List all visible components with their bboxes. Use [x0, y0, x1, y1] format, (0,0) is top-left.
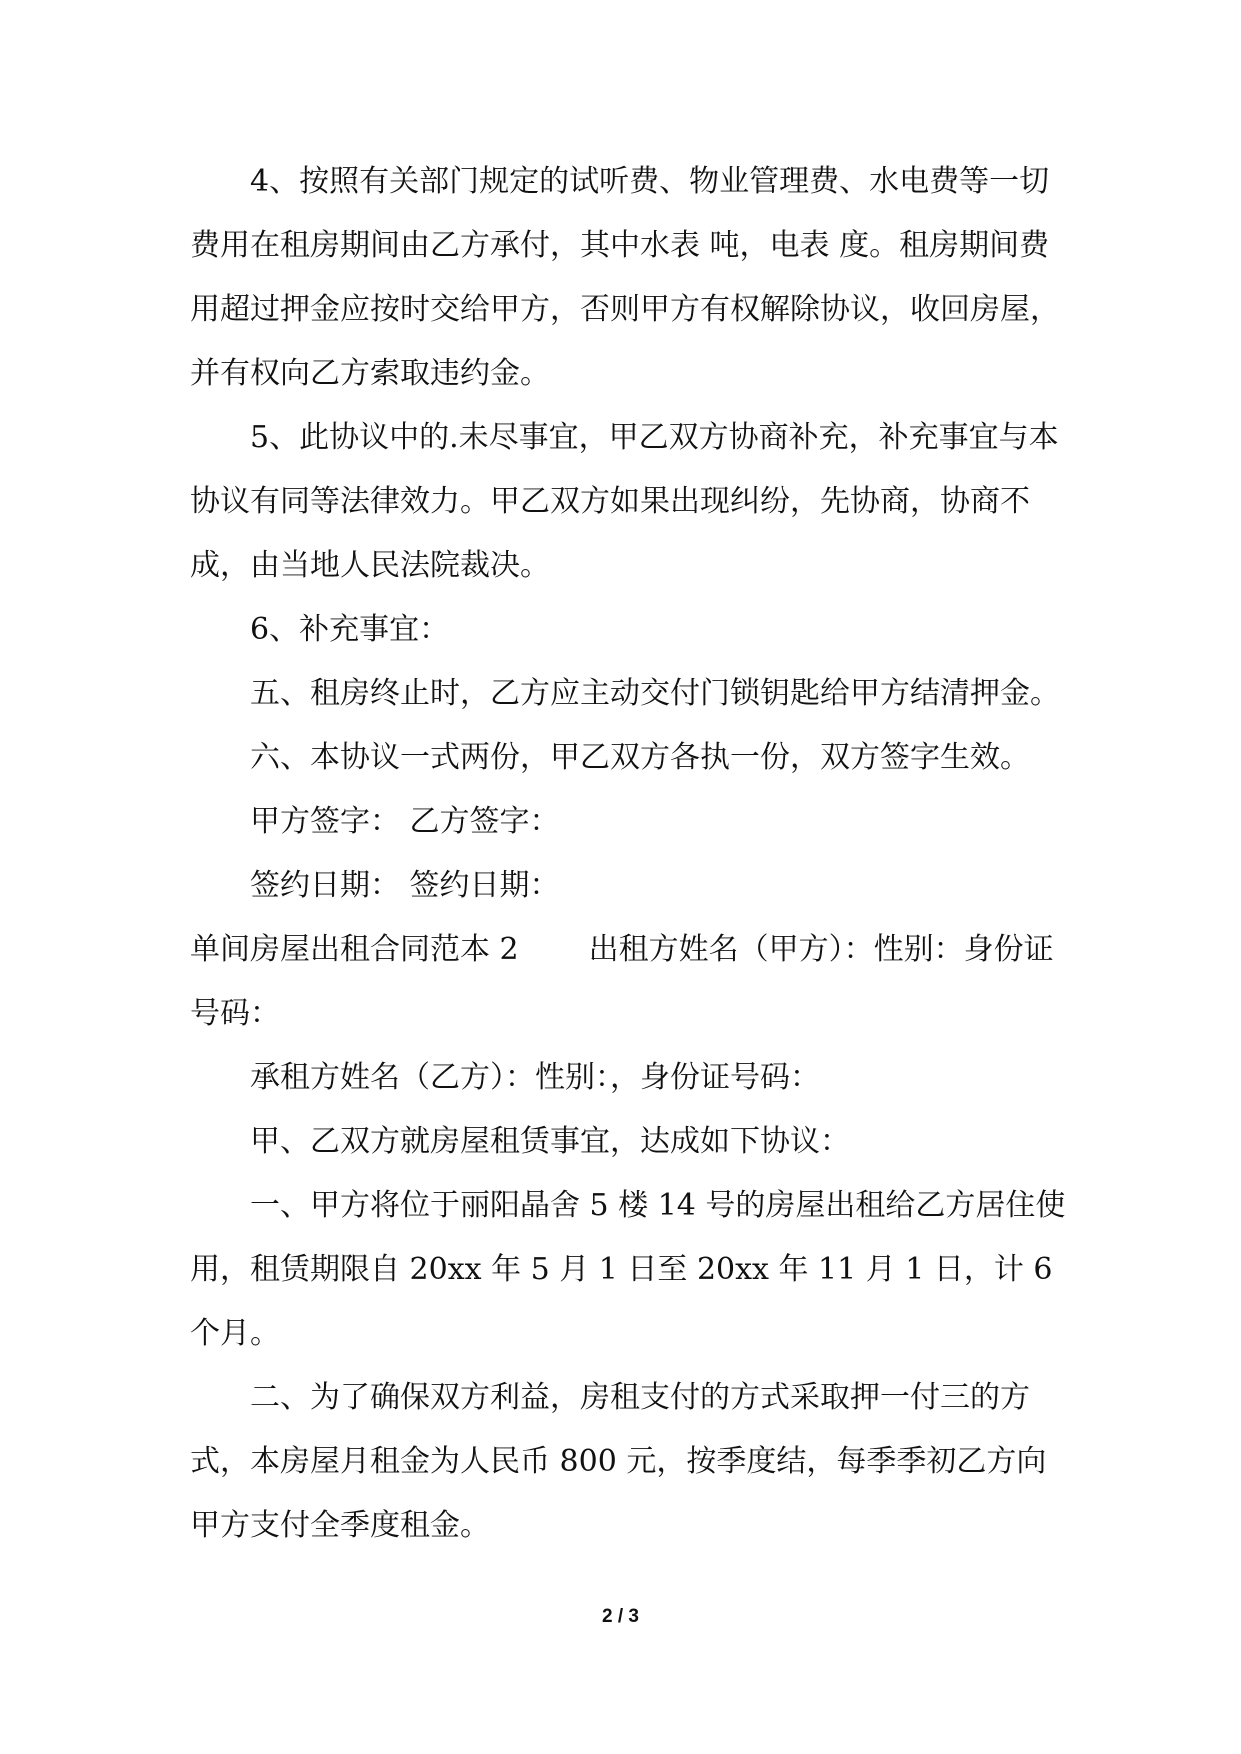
lessor-info: 出租方姓名（甲方）：性别：身份证号码：	[190, 932, 1054, 1031]
paragraph-termination: 五、租房终止时，乙方应主动交付门锁钥匙给甲方结清押金。	[250, 676, 1060, 711]
document-body	[190, 150, 1070, 1558]
paragraph-copies: 六、本协议一式两份，甲乙双方各执一份，双方签字生效。	[250, 740, 1030, 775]
paragraph-disputes: 5、此协议中的.未尽事宜，甲乙双方协商补充，补充事宜与本协议有同等法律效力。甲乙双方如果出现纠纷，先协商，协商不成，由当地人民法院裁决。	[190, 420, 1059, 583]
paragraph-fees: 4、按照有关部门规定的试听费、物业管理费、水电费等一切费用在租房期间由乙方承付，其中水表 吨，电表 度。租房期间费用超过押金应按时交给甲方，否则甲方有权解除协议，收回房屋，并有权向乙方索取违约金。	[190, 164, 1060, 391]
lessee-info: 承租方姓名（乙方）：性别：，身份证号码：	[250, 1060, 820, 1095]
clause-two-rent-payment: 二、为了确保双方利益，房租支付的方式采取押一付三的方式，本房屋月租金为人民币 800 元，按季度结，每季季初乙方向甲方支付全季度租金。	[190, 1380, 1047, 1543]
paragraph-supplement: 6、补充事宜：	[250, 612, 450, 647]
signature-line: 甲方签字： 乙方签字：	[250, 804, 560, 839]
signing-date-line: 签约日期： 签约日期：	[250, 868, 560, 903]
contract2-title: 单间房屋出租合同范本 2	[190, 932, 519, 967]
contract2-heading-paragraph	[190, 918, 1070, 1046]
page-number: 2 / 3	[602, 1606, 639, 1627]
clause-one-lease-term: 一、甲方将位于丽阳晶舍 5 楼 14 号的房屋出租给乙方居住使用，租赁期限自 20xx 年 5 月 1 日至 20xx 年 11 月 1 日，计 6 个月。	[190, 1188, 1066, 1351]
agreement-intro: 甲、乙双方就房屋租赁事宜，达成如下协议：	[250, 1124, 850, 1159]
